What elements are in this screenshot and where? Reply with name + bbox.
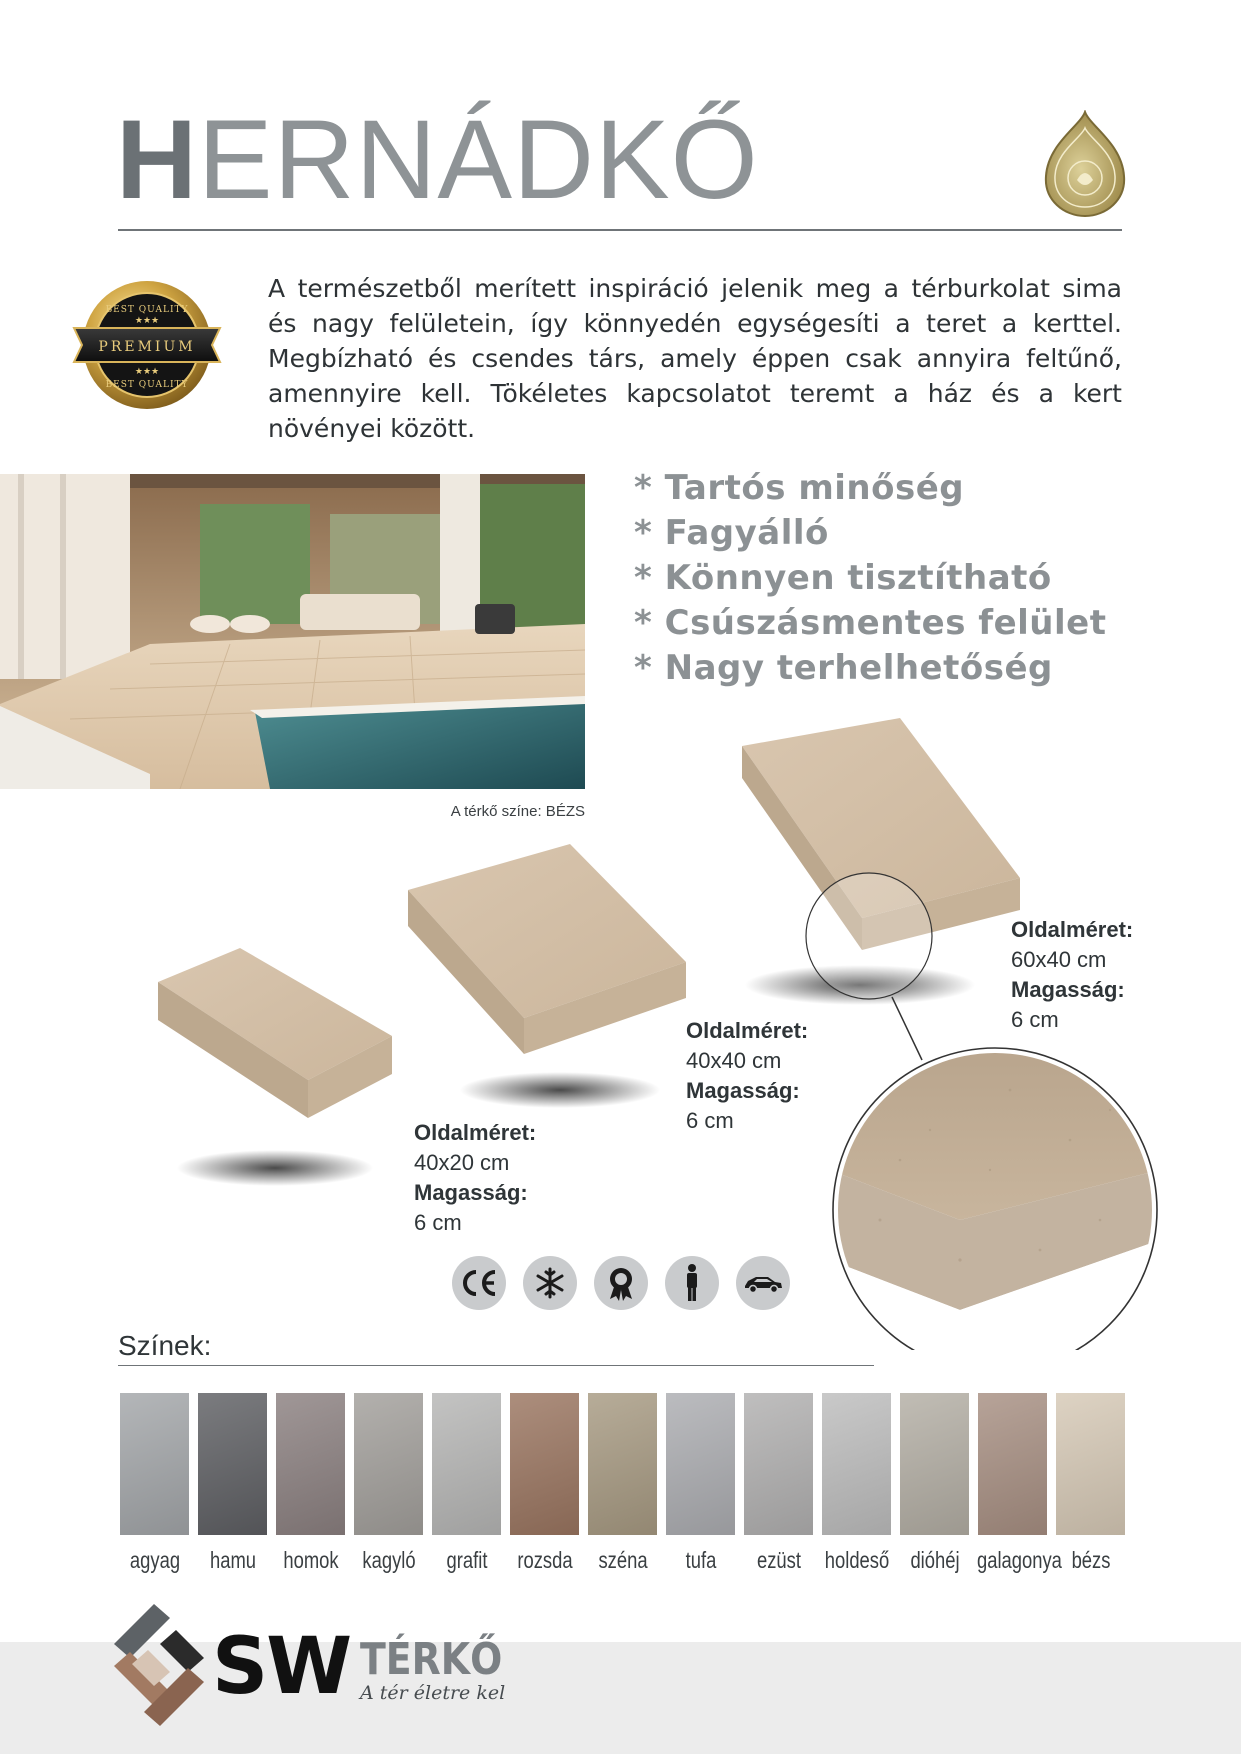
swatch-label: galagonya — [977, 1547, 1062, 1573]
tile-shadow — [460, 1072, 660, 1108]
pedestrian-icon — [665, 1256, 719, 1310]
swatch-ezust — [744, 1393, 813, 1535]
ce-mark-icon — [452, 1256, 506, 1310]
color-swatches — [120, 1393, 1124, 1573]
swatch-label: dióhéj — [910, 1547, 960, 1573]
gold-seal-icon — [1042, 110, 1128, 218]
swatch-label: agyag — [129, 1547, 181, 1573]
colors-divider — [118, 1365, 874, 1366]
magnifier-small-circle — [806, 873, 932, 999]
swatch-szena — [588, 1393, 657, 1535]
badge-bottom-text: BEST QUALITY — [105, 380, 189, 390]
swatch-label: kagyló — [362, 1547, 416, 1573]
title-divider — [118, 229, 1122, 231]
spec-height-value: 6 cm — [686, 1108, 734, 1133]
spec-height-value: 6 cm — [1011, 1007, 1059, 1032]
spec-side-value: 40x20 cm — [414, 1150, 510, 1175]
brand-sw: SW — [212, 1622, 351, 1712]
swatch-rozsda — [510, 1393, 579, 1535]
intro-paragraph: A természetből merített inspiráció jelenik meg a térburkolat sima és nagy felületein, így könnyedén egységesíti a teret a kerttel. Megbízható és csendes társ, amely éppen csak annyira feltűnő, amennyire kell. Tökéletes kapcsolatot teremt a ház és a kert növényei között. — [268, 274, 1122, 443]
photo-caption: A térkő színe: BÉZS — [450, 803, 585, 820]
feature-item: * Nagy terhelhetőség — [634, 648, 1053, 688]
spec-40x40 — [686, 1016, 808, 1136]
spec-40x20 — [414, 1118, 536, 1238]
swatch-label: bézs — [1071, 1547, 1111, 1573]
badge-premium-text: PREMIUM — [98, 339, 196, 355]
spec-height-label: Magasság: — [414, 1180, 528, 1205]
brand-terko: TÉRKŐ — [360, 1634, 503, 1685]
swatch-galagonya — [978, 1393, 1047, 1535]
svg-text:★★★: ★★★ — [134, 316, 160, 326]
snowflake-icon — [523, 1256, 577, 1310]
spec-side-label: Oldalméret: — [414, 1120, 537, 1145]
feature-item: * Csúszásmentes felület — [634, 603, 1107, 643]
swatch-label: grafit — [446, 1547, 488, 1573]
spec-side-value: 40x40 cm — [686, 1048, 782, 1073]
swatch-dioh — [900, 1393, 969, 1535]
colors-heading: Színek: — [118, 1330, 212, 1361]
swatch-homok — [276, 1393, 345, 1535]
page-title: HERNÁDKŐ — [116, 97, 759, 222]
feature-item: * Fagyálló — [634, 513, 829, 553]
zoomed-tile-texture — [830, 1050, 1160, 1350]
spec-side-label: Oldalméret: — [686, 1018, 809, 1043]
magnifier-connector — [892, 997, 922, 1060]
car-icon — [736, 1256, 790, 1310]
swatch-label: tufa — [685, 1547, 717, 1573]
quality-rosette-icon — [594, 1256, 648, 1310]
feature-item: * Tartós minőség — [634, 468, 965, 508]
swatch-tufa — [666, 1393, 735, 1535]
tile-40x20 — [158, 948, 392, 1118]
sw-terko-logo-icon — [114, 1604, 204, 1728]
feature-list — [634, 466, 1106, 691]
swatch-kagylo — [354, 1393, 423, 1535]
swatch-label: ezüst — [757, 1547, 801, 1573]
swatch-holdeso — [822, 1393, 891, 1535]
brand-slogan: A tér életre kel — [360, 1682, 506, 1704]
spec-height-label: Magasság: — [1011, 977, 1125, 1002]
badge-top-text: BEST QUALITY — [105, 305, 189, 315]
swatch-hamu — [198, 1393, 267, 1535]
tile-40x40 — [408, 844, 686, 1054]
spec-side-label: Oldalméret: — [1011, 917, 1134, 942]
swatch-label: rozsda — [517, 1547, 573, 1573]
property-icons — [452, 1256, 790, 1310]
spec-side-value: 60x40 cm — [1011, 947, 1107, 972]
spec-60x40 — [1011, 915, 1133, 1035]
swatch-label: széna — [598, 1547, 648, 1573]
swatch-bezs — [1056, 1393, 1125, 1535]
tile-shadow — [177, 1150, 373, 1186]
premium-quality-badge — [72, 278, 222, 412]
swatch-label: homok — [283, 1547, 339, 1573]
spec-height-label: Magasság: — [686, 1078, 800, 1103]
swatch-label: holdeső — [824, 1547, 890, 1573]
svg-text:★★★: ★★★ — [134, 367, 160, 377]
spec-height-value: 6 cm — [414, 1210, 462, 1235]
swatch-agyag — [120, 1393, 189, 1535]
swatch-label: hamu — [209, 1547, 257, 1573]
swatch-grafit — [432, 1393, 501, 1535]
feature-item: * Könnyen tisztítható — [634, 558, 1052, 598]
